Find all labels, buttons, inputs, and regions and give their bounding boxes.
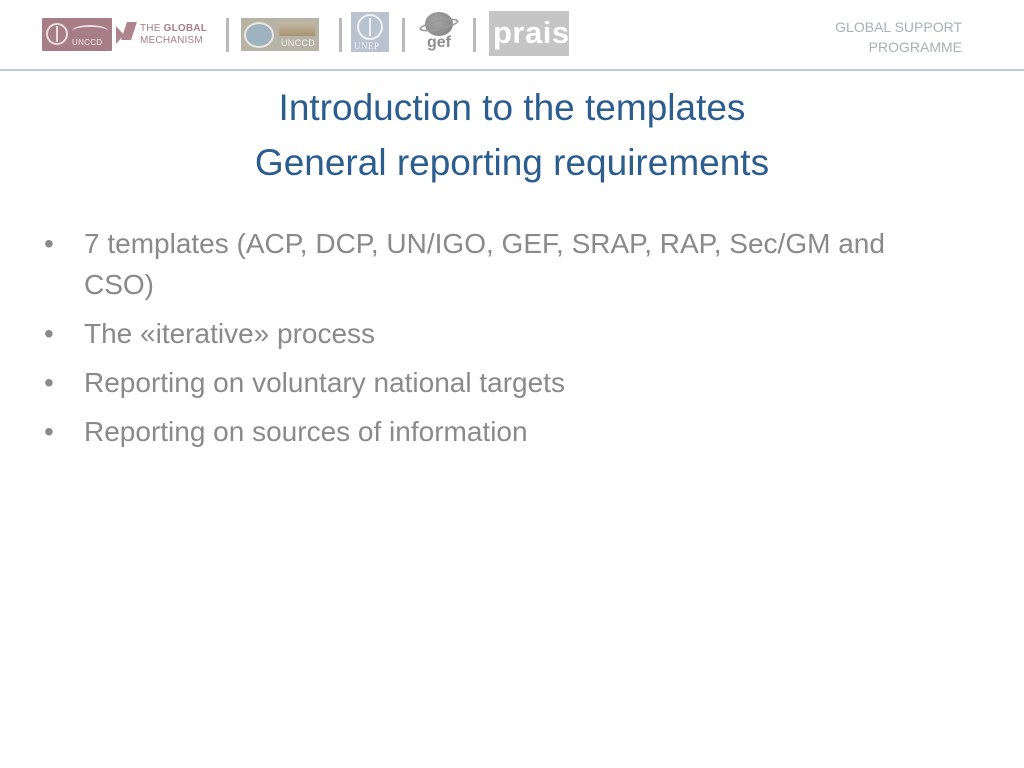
bullet-text: The «iterative» process	[84, 318, 376, 349]
programme-line2: PROGRAMME	[868, 39, 962, 55]
bullet-item	[44, 223, 924, 305]
bullet-text: 7 templates (ACP, DCP, UN/IGO, GEF, SRAP, RAP, Sec/GM and CSO)	[84, 228, 885, 300]
programme-line1: GLOBAL SUPPORT	[835, 19, 962, 35]
logo-separator	[339, 18, 342, 52]
bullet-item	[44, 362, 924, 403]
programme-label	[835, 17, 962, 57]
logo-separator	[402, 18, 405, 52]
prais-logo-text: prais	[493, 15, 570, 50]
un-emblem-icon	[244, 22, 274, 48]
wave-icon	[72, 25, 108, 37]
logo-separator	[473, 18, 476, 52]
global-mechanism-logo	[116, 20, 216, 50]
gm-logo-prefix: THE	[140, 23, 164, 34]
unep-globe-icon	[357, 14, 383, 40]
bullet-marker: •	[44, 318, 54, 349]
unep-logo-text: UNEP	[354, 41, 380, 51]
unccd-logo	[42, 18, 112, 51]
slide-title	[0, 80, 1024, 190]
bullet-item	[44, 313, 924, 354]
gm-logo-bold: GLOBAL	[163, 23, 208, 34]
bullet-text: Reporting on sources of information	[84, 416, 528, 447]
unccd-logo-2-text: UNCCD	[281, 38, 315, 48]
prais-logo	[489, 11, 569, 56]
header-divider	[0, 69, 1024, 71]
logo-strip	[0, 0, 1024, 70]
unccd-logo-text: UNCCD	[72, 38, 103, 47]
unep-logo	[351, 12, 389, 52]
logo-separator	[226, 18, 229, 52]
slide-title-line2: General reporting requirements	[254, 142, 770, 183]
bullet-list	[44, 223, 924, 460]
un-emblem-icon	[46, 23, 68, 45]
bullet-marker: •	[44, 416, 54, 447]
gm-flag-icon	[121, 22, 137, 40]
bullet-marker: •	[44, 228, 54, 259]
gef-logo	[419, 10, 461, 54]
gef-logo-text: gef	[427, 34, 451, 51]
bullet-item	[44, 411, 924, 452]
gm-logo-line1	[140, 23, 207, 34]
bullet-text: Reporting on voluntary national targets	[84, 367, 565, 398]
bullet-marker: •	[44, 367, 54, 398]
slide-title-line1: Introduction to the templates	[278, 87, 746, 128]
landscape-icon	[279, 22, 315, 36]
unccd-logo-2	[241, 18, 319, 51]
gm-logo-line2: MECHANISM	[140, 35, 203, 46]
